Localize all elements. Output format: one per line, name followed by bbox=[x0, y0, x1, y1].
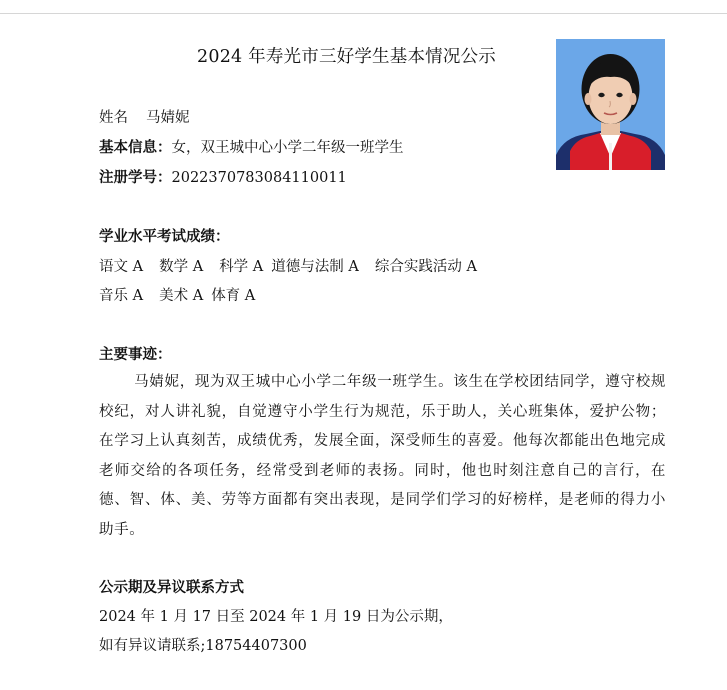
score-art: 美术 A bbox=[159, 288, 204, 304]
score-math: 数学 A bbox=[159, 259, 204, 275]
name-label: 姓名 bbox=[99, 110, 128, 126]
deeds-heading: 主要事迹： bbox=[99, 346, 172, 363]
scores-heading: 学业水平考试成绩： bbox=[99, 228, 230, 245]
score-morality-law: 道德与法制 A bbox=[271, 259, 359, 275]
scores-row-1 bbox=[99, 255, 477, 276]
deeds-paragraph bbox=[99, 368, 666, 545]
score-chinese: 语文 A bbox=[99, 259, 144, 275]
score-pe: 体育 A bbox=[211, 288, 256, 304]
registration-row bbox=[99, 166, 347, 187]
notice-period: 2024 年 1 月 17 日至 2024 年 1 月 19 日为公示期， bbox=[99, 609, 453, 625]
notice-heading: 公示期及异议联系方式 bbox=[99, 579, 244, 596]
registration-number: 2022370783084110011 bbox=[171, 170, 347, 186]
page-top-border bbox=[0, 13, 727, 14]
notice-contact: 如有异议请联系;18754407300 bbox=[99, 638, 307, 654]
student-photo bbox=[556, 39, 665, 170]
scores-row-2 bbox=[99, 284, 255, 305]
registration-label: 注册学号： bbox=[99, 169, 172, 186]
deeds-text: 马婧妮，现为双王城中心小学二年级一班学生。该生在学校团结同学，遵守校规校纪，对人讲礼貌，自觉遵守小学生行为规范，乐于助人，关心班集体，爱护公物；在学习上认真刻苦，成绩优秀，发展全面，深受师生的喜爱。他每次都能出色地完成老师交给的各项任务，经常受到老师的表扬。同时，他也时刻注意自己的言行，在德、智、体、美、劳等方面都有突出表现，是同学们学习的好榜样，是老师的得力小助手。 bbox=[99, 374, 666, 538]
basic-info-value: 女，双王城中心小学二年级一班学生 bbox=[171, 140, 404, 156]
name-row bbox=[99, 106, 190, 127]
score-practice: 综合实践活动 A bbox=[374, 259, 477, 275]
score-music: 音乐 A bbox=[99, 288, 144, 304]
score-science: 科学 A bbox=[219, 259, 264, 275]
name-value: 马婧妮 bbox=[146, 110, 190, 126]
basic-info-label: 基本信息： bbox=[99, 139, 172, 156]
student-portrait-illustration bbox=[556, 39, 665, 170]
basic-info-row bbox=[99, 136, 404, 157]
document-title: 2024 年寿光市三好学生基本情况公示 bbox=[197, 47, 496, 67]
